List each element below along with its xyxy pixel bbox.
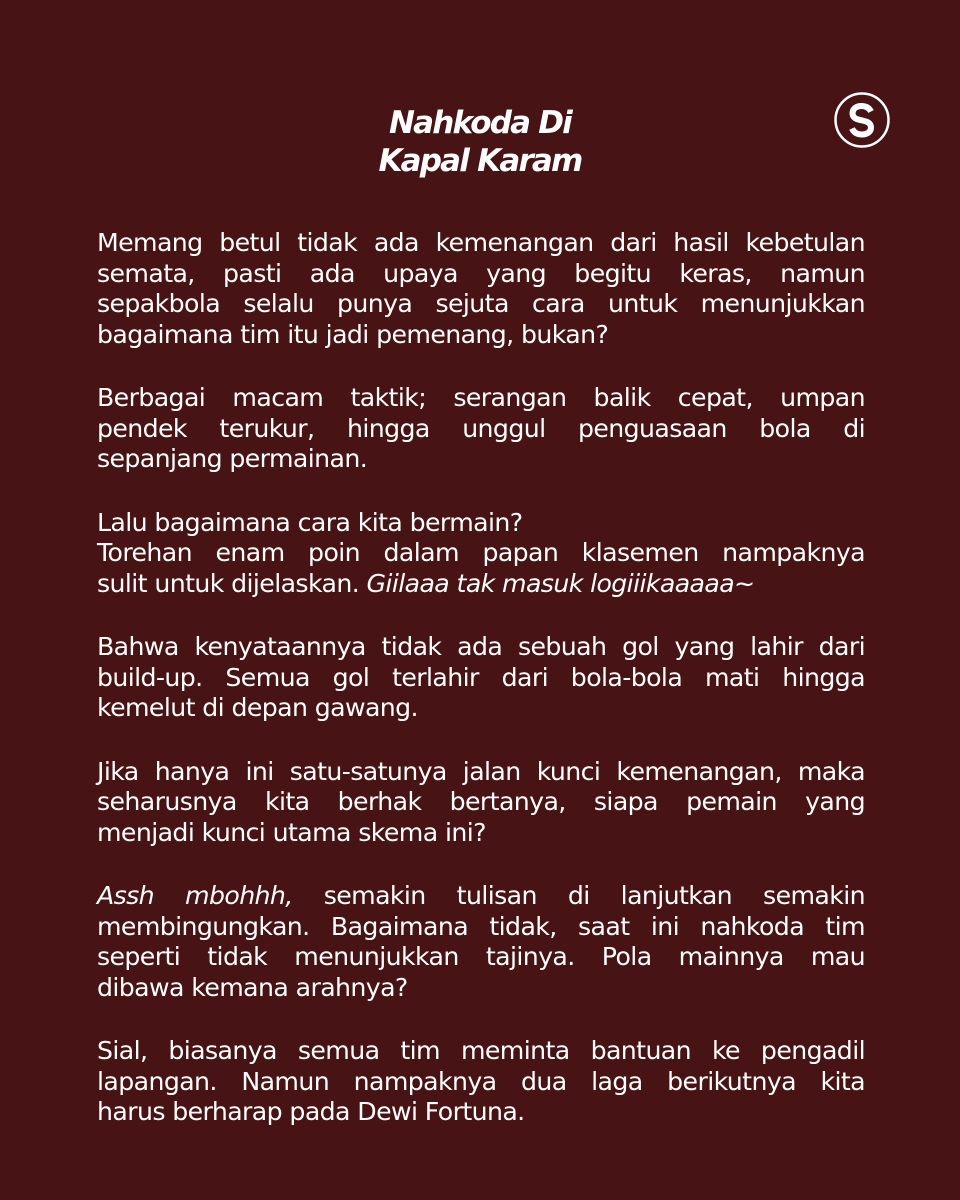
text-line: bagaimana tim itu jadi pemenang, bukan? [97,319,609,349]
paragraph-4 [97,632,865,724]
text-line: Lalu bagaimana cara kita bermain? [97,507,523,537]
text-line: kemelut di depan gawang. [97,693,418,722]
paragraph-2 [97,383,865,475]
article-body [97,228,865,1161]
text-line: Memang betul tidak ada kemenangan dari hasil kebetulan [97,228,865,257]
text-line [97,569,865,600]
text-line: harus berharap pada Dewi Fortuna. [97,1097,525,1126]
text-line: menjadi kunci utama skema ini? [97,817,486,847]
text-line: Berbagai macam taktik; serangan balik cepat, umpan [97,383,865,412]
italic-text: Assh mbohhh, [97,881,293,910]
paragraph-7 [97,1036,865,1128]
article-title-line-1: Nahkoda Di [388,105,571,141]
text-line: Sial, biasanya semua tim meminta bantuan ke pengadil [97,1036,865,1065]
s-circle-logo-icon [833,91,891,149]
text-line [97,881,865,912]
text-line: lapangan. Namun nampaknya dua laga berikutnya kita [97,1066,865,1096]
article-title-line-2: Kapal Karam [378,143,582,179]
text-line: semata, pasti ada upaya yang begitu keras, namun [97,258,865,288]
article-title [0,104,960,180]
text-line: sepanjang permainan. [97,444,368,473]
text-segment: sulit untuk dijelaskan. [97,568,367,598]
text-line: Jika hanya ini satu-satunya jalan kunci kemenangan, maka [97,756,865,786]
text-line: seperti tidak menunjukkan tajinya. Pola mainnya mau [97,942,865,971]
text-line: sepakbola selalu punya sejuta cara untuk menunjukkan [97,289,865,318]
text-line: pendek terukur, hingga unggul penguasaan bola di [97,413,865,443]
paragraph-3 [97,508,865,600]
italic-text: Giilaaa tak masuk logiiikaaaaa~ [366,568,755,598]
paragraph-5 [97,757,865,849]
text-line: Bahwa kenyataannya tidak ada sebuah gol yang lahir dari [97,632,865,661]
text-segment: semakin tulisan di lanjutkan semakin [292,881,865,910]
paragraph-6 [97,881,865,1003]
text-line: dibawa kemana arahnya? [97,972,408,1002]
text-line: Torehan enam poin dalam papan klasemen nampaknya [97,538,865,567]
text-line: membingungkan. Bagaimana tidak, saat ini nahkoda tim [97,911,865,941]
paragraph-1 [97,228,865,350]
text-line: build-up. Semua gol terlahir dari bola-bola mati hingga [97,662,865,692]
text-line: seharusnya kita berhak bertanya, siapa pemain yang [97,787,865,816]
